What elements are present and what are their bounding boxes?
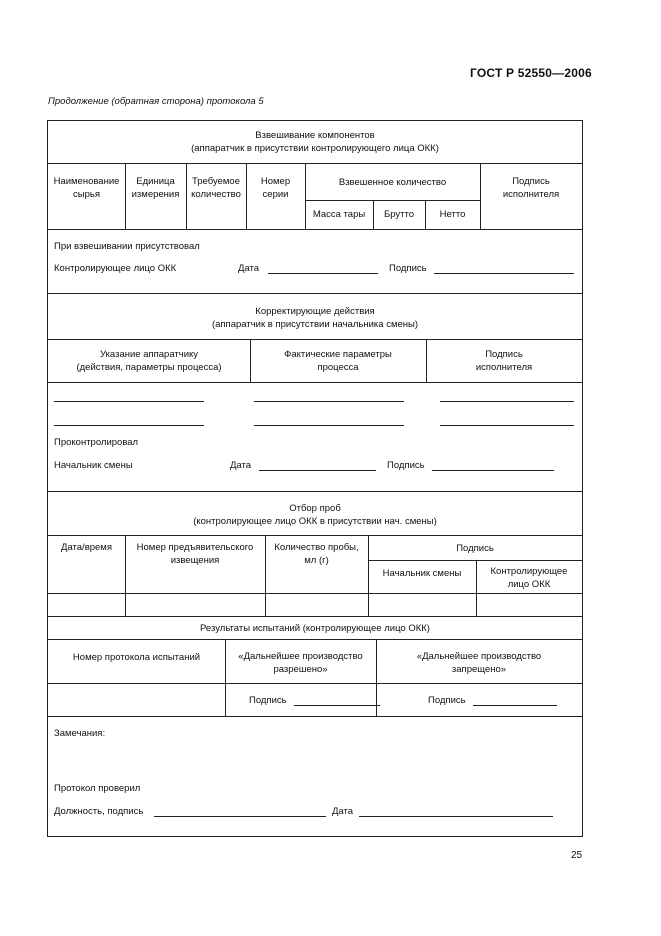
actual-line-2[interactable]	[254, 425, 404, 426]
forbidden-signature-field[interactable]	[473, 705, 557, 706]
col-production-forbidden: «Дальнейшее производство запрещено»	[416, 651, 542, 675]
col-datetime: Дата/время	[61, 542, 112, 553]
col-actual-parameters: Фактические параметры процесса	[284, 349, 392, 373]
allowed-signature-label: Подпись	[249, 695, 287, 706]
actual-line-1[interactable]	[254, 401, 404, 402]
results-title: Результаты испытаний (контролирующее лицо ОКК)	[200, 623, 430, 634]
protocol-checked-label: Протокол проверил	[54, 783, 141, 794]
forbidden-signature-label: Подпись	[428, 695, 466, 706]
corrective-date-field[interactable]	[259, 470, 376, 471]
sampling-title: Отбор проб (контролирующее лицо ОКК в присутствии нач. смены)	[193, 503, 437, 527]
col-okk-controller: Контролирующее лицо ОКК	[490, 566, 568, 590]
position-signature-field[interactable]	[154, 816, 326, 817]
col-tare-mass: Масса тары	[312, 209, 366, 220]
weighing-title: Взвешивание компонентов (аппаратчик в присутствии контролирующего лица ОКК)	[191, 130, 439, 154]
col-executor-signature: Подпись исполнителя	[502, 176, 560, 200]
col-sampling-signature: Подпись	[456, 543, 494, 554]
corrective-date-label: Дата	[230, 460, 252, 471]
shift-chief-label: Начальник смены	[54, 460, 133, 471]
signature-line-1[interactable]	[440, 401, 574, 402]
col-required-qty: Требуемое количество	[191, 176, 241, 200]
instruction-line-1[interactable]	[54, 401, 204, 402]
remarks-label: Замечания:	[54, 728, 106, 739]
instruction-line-2[interactable]	[54, 425, 204, 426]
corrective-title: Корректирующие действия (аппаратчик в присутствии начальника смены)	[211, 306, 419, 330]
col-batch-number: Номер серии	[260, 176, 291, 200]
col-net: Нетто	[439, 209, 466, 220]
weighing-signature-field[interactable]	[434, 273, 574, 274]
protocol-form	[47, 120, 583, 837]
col-sample-quantity: Количество пробы, мл (г)	[274, 542, 359, 566]
col-protocol-number: Номер протокола испытаний	[72, 652, 201, 663]
corrective-signature-label: Подпись	[387, 460, 425, 471]
col-material-name: Наименование сырья	[53, 176, 120, 200]
page-number: 25	[571, 850, 583, 861]
position-signature-label: Должность, подпись	[54, 806, 144, 817]
col-production-allowed: «Дальнейшее производство разрешено»	[238, 651, 363, 675]
col-weighed-qty: Взвешенное количество	[338, 177, 447, 188]
col-operator-instruction: Указание аппаратчику (действия, параметры процесса)	[76, 349, 222, 373]
col-corrective-signature: Подпись исполнителя	[475, 349, 533, 373]
corrective-signature-field[interactable]	[432, 470, 554, 471]
remarks-date-field[interactable]	[359, 816, 553, 817]
weighing-present-label: При взвешивании присутствовал	[54, 241, 200, 252]
weighing-signature-label: Подпись	[389, 263, 427, 274]
allowed-signature-field[interactable]	[294, 705, 380, 706]
page-subtitle: Продолжение (обратная сторона) протокола 5	[48, 96, 264, 107]
col-gross: Брутто	[383, 209, 415, 220]
col-unit: Единица измерения	[131, 176, 180, 200]
standard-number: ГОСТ Р 52550—2006	[470, 66, 592, 80]
col-shift-chief: Начальник смены	[382, 568, 462, 579]
col-notice-number: Номер предъявительского извещения	[136, 542, 254, 566]
weighing-date-label: Дата	[238, 263, 260, 274]
signature-line-2[interactable]	[440, 425, 574, 426]
remarks-date-label: Дата	[332, 806, 354, 817]
weighing-date-field[interactable]	[268, 273, 378, 274]
corrective-checked-label: Проконтролировал	[54, 437, 139, 448]
weighing-controller-label: Контролирующее лицо ОКК	[54, 263, 177, 274]
